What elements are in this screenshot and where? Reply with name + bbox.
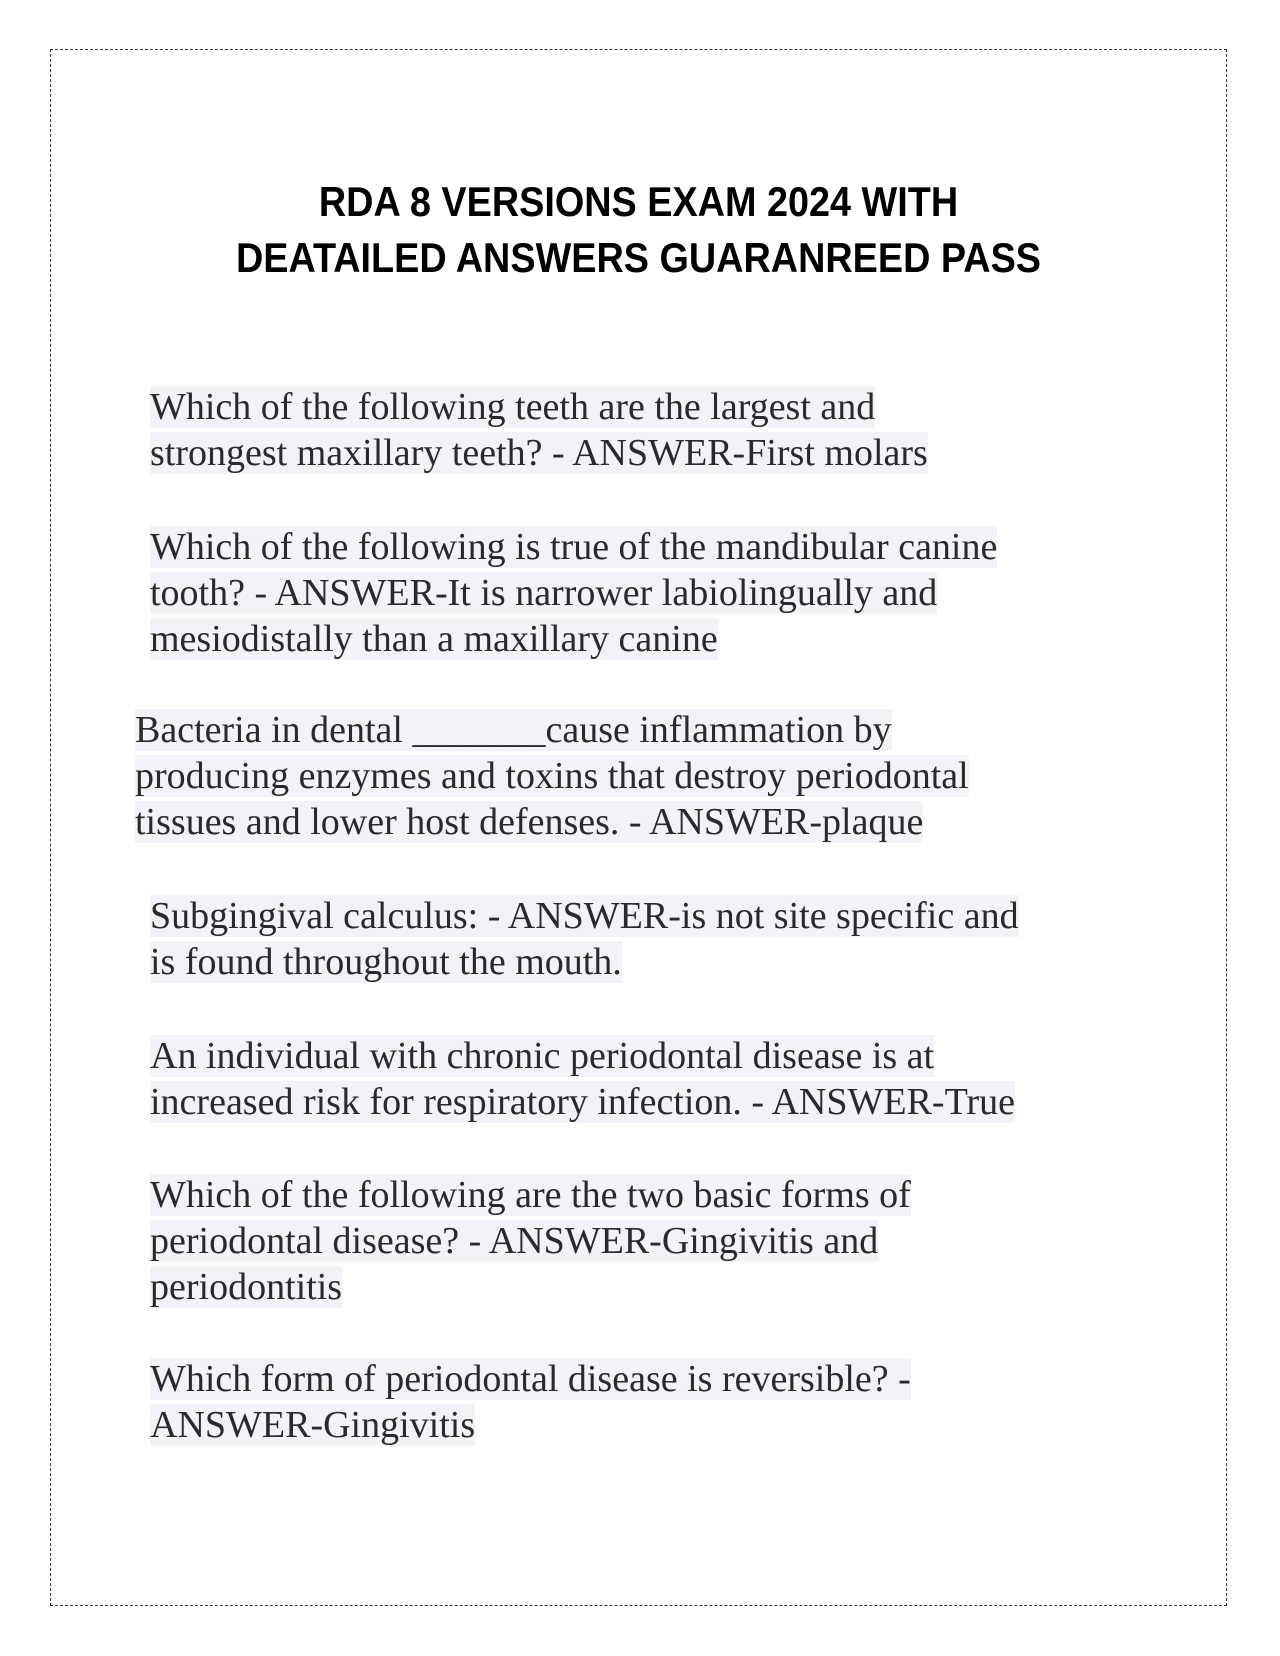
qa-item-2: [150, 524, 997, 662]
qa-item-5: [150, 1033, 1015, 1125]
qa-line: An individual with chronic periodontal disease is at: [150, 1035, 935, 1077]
qa-item-7: [150, 1356, 911, 1448]
document-title-line-1: RDA 8 VERSIONS EXAM 2024 WITH: [318, 178, 959, 225]
qa-line: tissues and lower host defenses. - ANSWER-plaque: [135, 801, 924, 843]
qa-item-1: [150, 384, 928, 476]
qa-line: Which of the following are the two basic forms of: [150, 1174, 911, 1216]
qa-item-4: [150, 893, 1019, 985]
qa-line: tooth? - ANSWER-It is narrower labiolingually and: [150, 572, 938, 614]
document-title: [109, 174, 1168, 286]
qa-line: producing enzymes and toxins that destroy periodontal: [135, 755, 969, 797]
qa-line: Which of the following is true of the mandibular canine: [150, 526, 998, 568]
qa-line: Which form of periodontal disease is reversible? -: [150, 1358, 911, 1400]
qa-line: is found throughout the mouth.: [150, 941, 622, 983]
document-title-line-2: DEATAILED ANSWERS GUARANREED PASS: [235, 234, 1042, 281]
qa-line: Subgingival calculus: - ANSWER-is not site specific and: [150, 895, 1019, 937]
qa-line: Which of the following teeth are the largest and: [150, 386, 876, 428]
qa-item-6: [150, 1172, 911, 1310]
qa-line: strongest maxillary teeth? - ANSWER-First molars: [150, 432, 928, 474]
qa-line: periodontal disease? - ANSWER-Gingivitis and: [150, 1220, 879, 1262]
qa-item-3: [135, 707, 969, 845]
qa-line: periodontitis: [150, 1266, 343, 1308]
qa-line: ANSWER-Gingivitis: [150, 1404, 476, 1446]
qa-line: increased risk for respiratory infection. - ANSWER-True: [150, 1081, 1015, 1123]
qa-line: Bacteria in dental _______cause inflammation by: [135, 709, 892, 751]
qa-line: mesiodistally than a maxillary canine: [150, 618, 718, 660]
